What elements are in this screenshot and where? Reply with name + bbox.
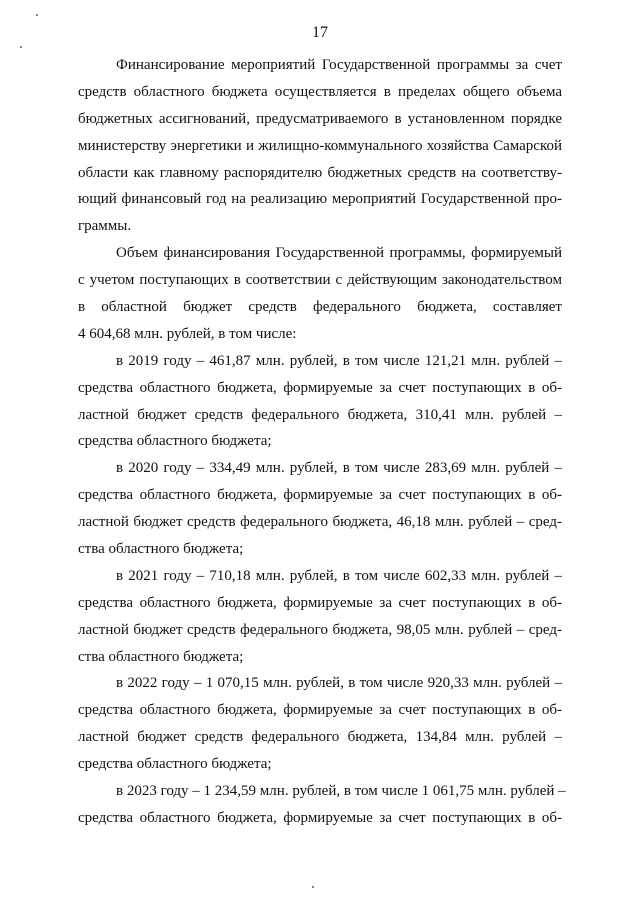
text-line: в 2021 году – 710,18 млн. рублей, в том числе 602,33 млн. рублей – [116, 567, 562, 584]
text-line: области как главному распорядителю бюджетных средств на соответству- [78, 164, 562, 181]
text-line: средств областного бюджета осуществляется в пределах общего объема [78, 83, 562, 100]
text-line: средства областного бюджета; [78, 756, 272, 773]
text-line: ластной бюджет средств федерального бюджета, 310,41 млн. рублей – [78, 406, 562, 423]
text-line: средства областного бюджета, формируемые за счет поступающих в об- [78, 379, 562, 396]
text-line: Финансирование мероприятий Государственной программы за счет [116, 57, 562, 73]
text-line: средства областного бюджета, формируемые за счет поступающих в об- [78, 702, 562, 719]
text-line: ства областного бюджета; [78, 648, 244, 665]
text-line: Объем финансирования Государственной программы, формируемый [116, 245, 562, 262]
scan-speck [20, 46, 22, 48]
text-line: в 2020 году – 334,49 млн. рублей, в том числе 283,69 млн. рублей – [116, 460, 562, 477]
text-line: средства областного бюджета, формируемые за счет поступающих в об- [78, 594, 562, 611]
text-line: ства областного бюджета; [78, 541, 244, 558]
text-line: средства областного бюджета, формируемые за счет поступающих в об- [78, 487, 562, 504]
text-line: в областной бюджет средств федерального бюджета, составляет [78, 299, 562, 316]
text-line: ластной бюджет средств федерального бюджета, 98,05 млн. рублей – сред- [78, 621, 562, 638]
text-line: средства областного бюджета, формируемые за счет поступающих в об- [78, 809, 562, 826]
page-number: 17 [312, 24, 328, 41]
text-line: ющий финансовый год на реализацию мероприятий Государственной про- [78, 191, 562, 208]
text-line: ластной бюджет средств федерального бюджета, 46,18 млн. рублей – сред- [78, 514, 562, 531]
text-line: бюджетных ассигнований, предусматриваемого в установленном порядке [78, 110, 562, 127]
text-line: 4 604,68 млн. рублей, в том числе: [78, 325, 297, 342]
text-line: в 2023 году – 1 234,59 млн. рублей, в том числе 1 061,75 млн. рублей – [116, 783, 566, 800]
text-line: средства областного бюджета; [78, 433, 272, 450]
text-line: в 2019 году – 461,87 млн. рублей, в том числе 121,21 млн. рублей – [116, 352, 562, 369]
body-text [78, 52, 566, 832]
text-line: в 2022 году – 1 070,15 млн. рублей, в том числе 920,33 млн. рублей – [116, 675, 562, 692]
scan-speck [36, 14, 38, 16]
scan-speck [312, 886, 314, 888]
text-line: с учетом поступающих в соответствии с действующим законодательством [78, 272, 562, 289]
text-line: граммы. [78, 218, 132, 235]
text-line: министерству энергетики и жилищно-коммунального хозяйства Самарской [78, 137, 562, 154]
text-line: ластной бюджет средств федерального бюджета, 134,84 млн. рублей – [78, 729, 562, 746]
